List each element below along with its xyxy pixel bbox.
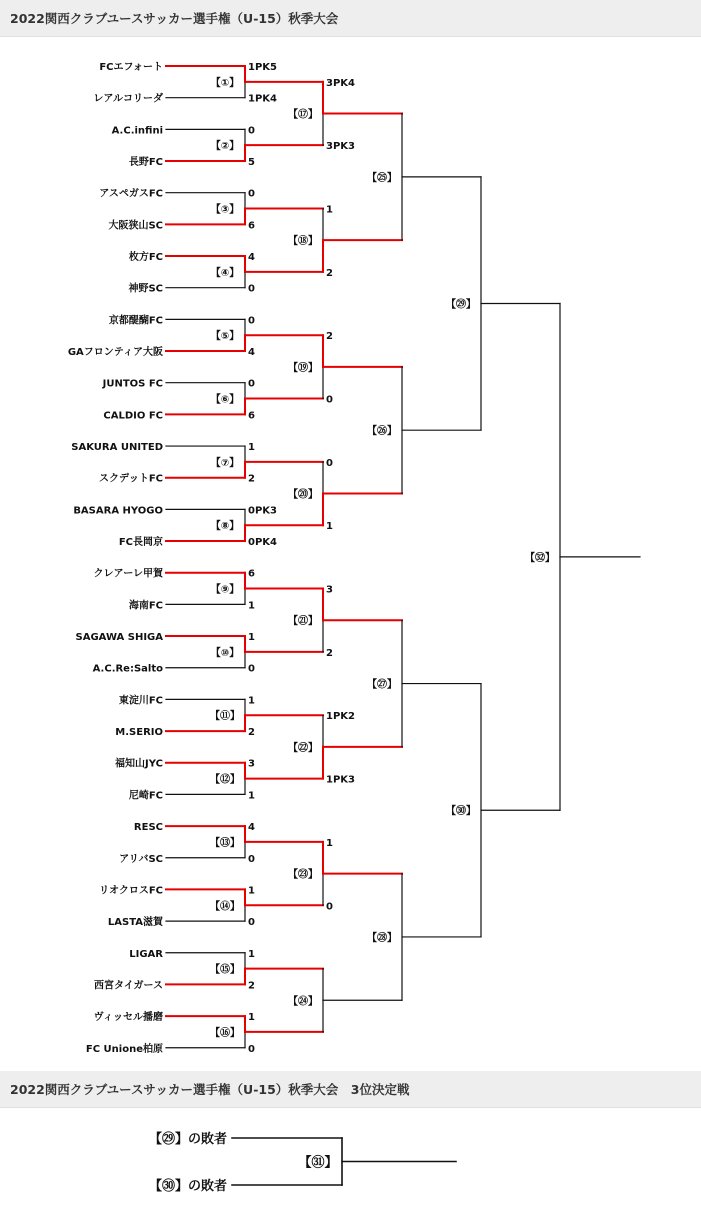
team-name: ヴィッセル播磨 <box>93 1012 163 1024</box>
match-label: 【⑫】 <box>210 774 240 786</box>
team-name: レアルコリーダ <box>93 93 163 105</box>
score-label: 0PK3 <box>248 505 277 517</box>
score-label: 3 <box>248 758 255 770</box>
score-label: 3 <box>326 584 333 596</box>
score-label: 0 <box>326 457 333 469</box>
score-label: 0 <box>248 917 255 929</box>
score-label: 0 <box>248 663 255 675</box>
third-place-match-label: 【㉛】 <box>298 1155 338 1171</box>
main-title: 2022関西クラブユースサッカー選手権（U-15）秋季大会 <box>10 11 339 26</box>
score-label: 1 <box>326 837 333 849</box>
team-name: FCエフォート <box>99 62 163 73</box>
match-label: 【③】 <box>210 204 240 216</box>
team-name: リオクロスFC <box>99 885 163 897</box>
team-name: クレアーレ甲賀 <box>93 568 163 580</box>
match-label: 【④】 <box>210 267 240 279</box>
score-label: 2 <box>326 267 333 279</box>
match-label: 【㉑】 <box>288 616 318 628</box>
score-label: 6 <box>248 220 255 232</box>
match-label: 【㉚】 <box>446 806 476 818</box>
match-label: 【⑰】 <box>288 109 318 121</box>
team-name: A.C.infini <box>111 125 163 137</box>
team-name: 東淀川FC <box>118 695 163 707</box>
score-label: 4 <box>248 822 255 834</box>
team-name: BASARA HYOGO <box>73 505 163 517</box>
final-label: 【㉜】 <box>525 552 555 564</box>
match-label: 【㉙】 <box>446 299 476 311</box>
team-name: CALDIO FC <box>103 410 163 422</box>
score-label: 1 <box>248 600 255 612</box>
team-name: A.C.Re:Salto <box>92 663 163 675</box>
score-label: 2 <box>326 647 333 659</box>
team-name: LASTA滋賀 <box>107 917 163 929</box>
match-label: 【㉕】 <box>367 172 397 184</box>
match-label: 【⑥】 <box>210 394 240 406</box>
team-name: 西宮タイガース <box>94 980 163 992</box>
score-label: 1PK3 <box>326 774 355 786</box>
match-label: 【⑩】 <box>210 647 240 659</box>
match-label: 【②】 <box>210 141 240 153</box>
score-label: 3PK4 <box>326 77 355 89</box>
match-label: 【㉔】 <box>288 996 318 1008</box>
score-label: 0 <box>248 315 255 327</box>
match-label: 【⑦】 <box>210 457 240 469</box>
third-place-entry: 【㉚】の敗者 <box>148 1179 227 1194</box>
score-label: 1 <box>248 695 255 707</box>
team-name: アスペガスFC <box>99 188 163 200</box>
team-name: 長野FC <box>128 157 163 169</box>
team-name: RESC <box>133 822 163 834</box>
score-label: 0 <box>248 188 255 200</box>
score-label: 6 <box>248 410 255 422</box>
score-label: 4 <box>248 252 255 264</box>
score-label: 0 <box>326 394 333 406</box>
team-name: スクデットFC <box>99 473 163 485</box>
match-label: 【⑲】 <box>288 362 318 374</box>
team-name: JUNTOS FC <box>102 378 163 390</box>
score-label: 0 <box>326 901 333 913</box>
score-label: 1 <box>248 632 255 644</box>
match-label: 【㉗】 <box>367 679 397 691</box>
team-name: 福知山JYC <box>115 758 163 770</box>
match-label: 【⑤】 <box>210 331 240 343</box>
third-place-title: 2022関西クラブユースサッカー選手権（U-15）秋季大会 3位決定戦 <box>10 1082 410 1097</box>
team-name: SAKURA UNITED <box>71 442 163 454</box>
match-label: 【⑭】 <box>210 901 240 913</box>
score-label: 1PK4 <box>248 93 277 105</box>
match-label: 【㉖】 <box>367 426 397 438</box>
match-label: 【⑮】 <box>210 964 240 976</box>
team-name: 神野SC <box>128 283 163 295</box>
score-label: 0 <box>248 125 255 137</box>
third-place-entry: 【㉙】の敗者 <box>148 1132 227 1147</box>
team-name: 枚方FC <box>128 252 163 264</box>
match-label: 【⑳】 <box>288 489 318 501</box>
score-label: 1 <box>248 790 255 802</box>
team-name: 尼崎FC <box>128 790 163 802</box>
score-label: 6 <box>248 568 255 580</box>
score-label: 3PK3 <box>326 141 355 153</box>
score-label: 1 <box>326 204 333 216</box>
match-label: 【㉓】 <box>288 869 318 881</box>
score-label: 0 <box>248 853 255 865</box>
score-label: 2 <box>248 980 255 992</box>
score-label: 1 <box>248 442 255 454</box>
score-label: 0 <box>248 1043 255 1055</box>
match-label: 【㉘】 <box>367 932 397 944</box>
score-label: 0 <box>248 283 255 295</box>
score-label: 1 <box>248 885 255 897</box>
score-label: 1 <box>326 521 333 533</box>
match-label: 【⑯】 <box>210 1027 240 1039</box>
score-label: 1 <box>248 948 255 960</box>
match-label: 【⑬】 <box>210 837 240 849</box>
score-label: 2 <box>326 331 333 343</box>
match-label: 【⑧】 <box>210 521 240 533</box>
match-label: 【⑪】 <box>210 711 240 723</box>
team-name: アリバSC <box>119 853 163 865</box>
score-label: 0 <box>248 378 255 390</box>
score-label: 1PK5 <box>248 62 277 73</box>
team-name: 大阪狭山SC <box>108 220 163 232</box>
score-label: 1PK2 <box>326 711 355 723</box>
score-label: 0PK4 <box>248 537 277 549</box>
match-label: 【⑱】 <box>288 236 318 248</box>
team-name: 京都醍醐FC <box>108 315 163 327</box>
team-name: SAGAWA SHIGA <box>75 632 163 644</box>
match-label: 【①】 <box>210 77 240 89</box>
match-label: 【⑨】 <box>210 584 240 596</box>
score-label: 5 <box>248 157 255 169</box>
team-name: 海南FC <box>128 600 163 612</box>
team-name: LIGAR <box>129 948 163 960</box>
score-label: 4 <box>248 347 255 359</box>
match-label: 【㉒】 <box>288 742 318 754</box>
team-name: FC Unione柏原 <box>85 1043 163 1055</box>
team-name: M.SERIO <box>115 727 163 739</box>
team-name: GAフロンティア大阪 <box>67 347 163 359</box>
team-name: FC長岡京 <box>118 537 163 549</box>
score-label: 2 <box>248 727 255 739</box>
score-label: 2 <box>248 473 255 485</box>
score-label: 1 <box>248 1012 255 1024</box>
